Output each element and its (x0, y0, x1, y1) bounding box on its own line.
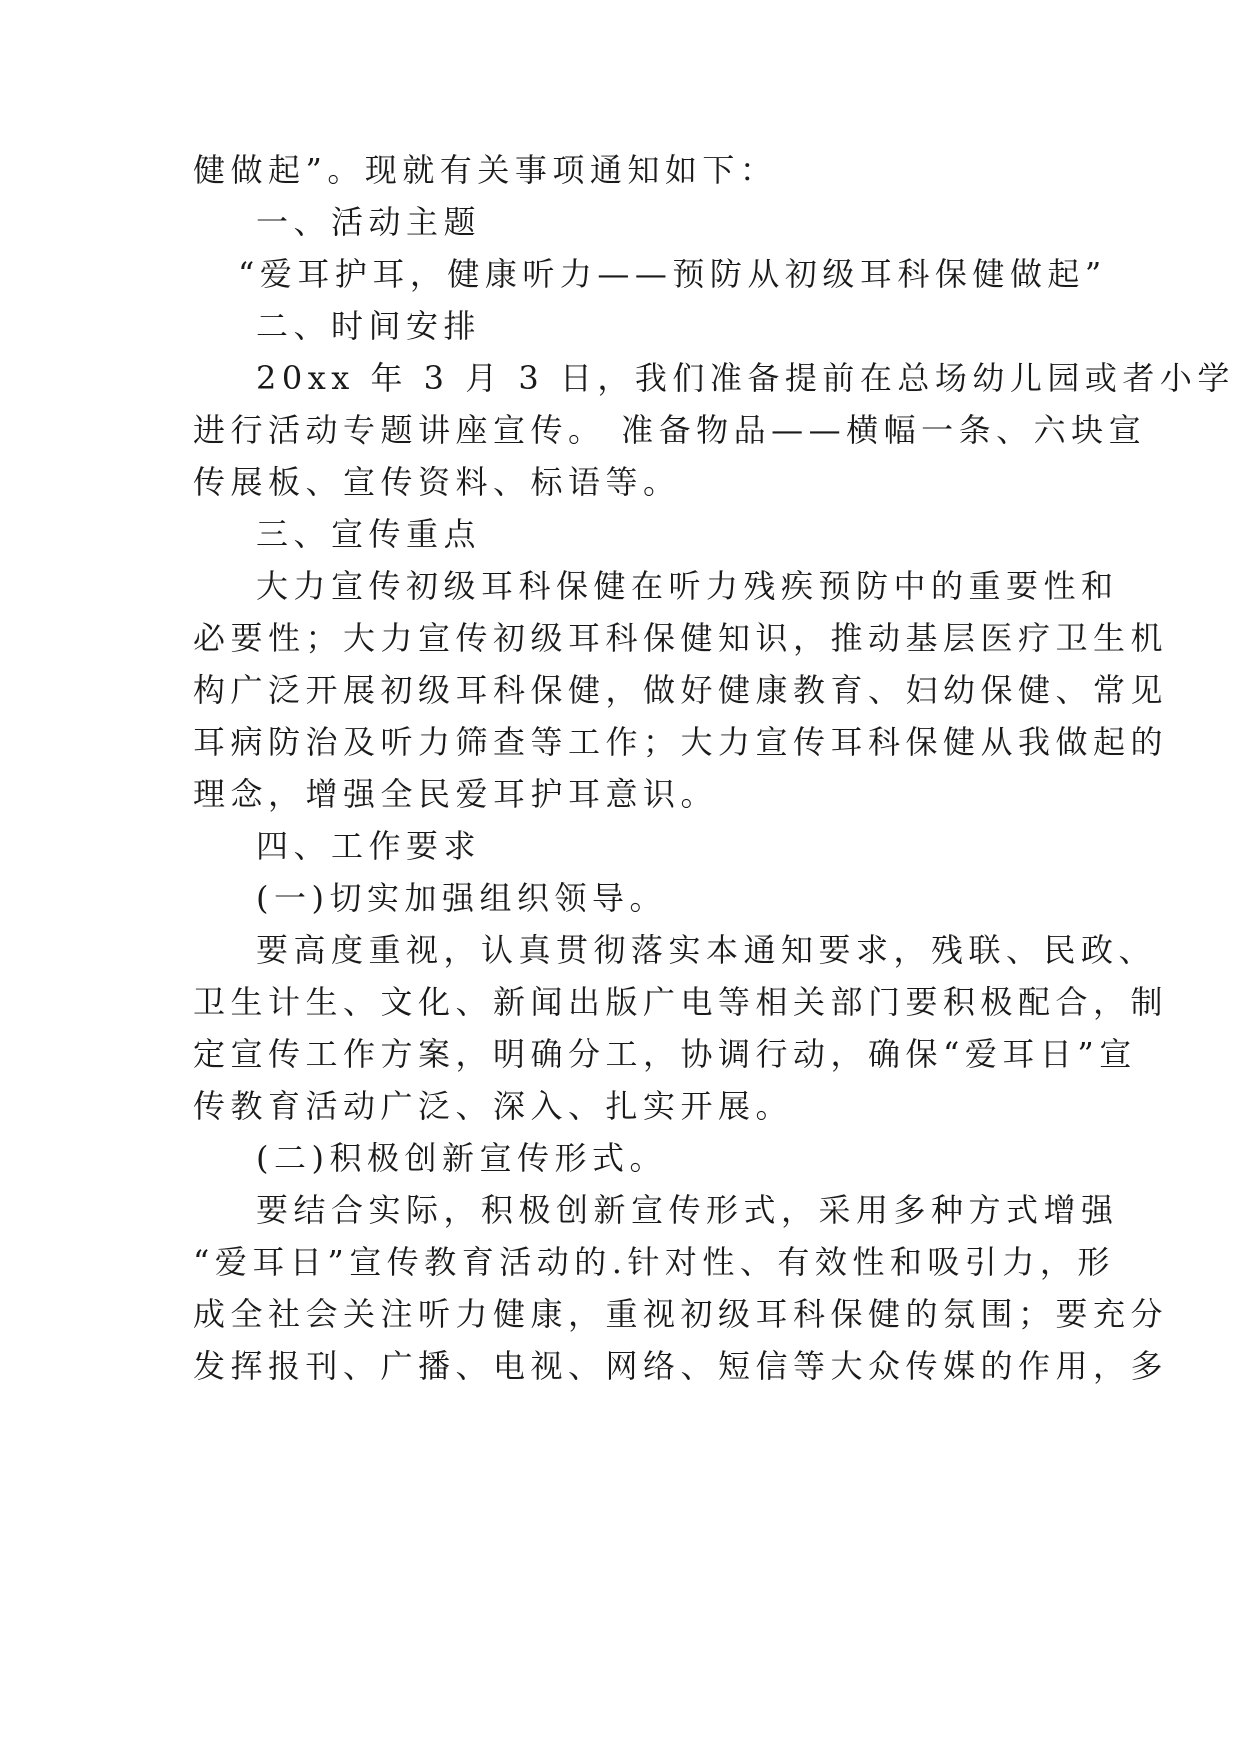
paragraph-line: 传教育活动广泛、深入、扎实开展。 (193, 1087, 794, 1125)
paragraph-line: 健做起”。现就有关事项通知如下： (193, 151, 778, 189)
paragraph-line: “爱耳日”宣传教育活动的.针对性、有效性和吸引力，形 (193, 1243, 1115, 1281)
subsection-heading: (一)切实加强组织领导。 (256, 879, 667, 917)
paragraph-line: 成全社会关注听力健康，重视初级耳科保健的氛围；要充分 (193, 1295, 1169, 1333)
paragraph-line: 定宣传工作方案，明确分工，协调行动，确保“爱耳日”宣 (193, 1035, 1137, 1073)
section-heading: 二、时间安排 (256, 307, 482, 345)
paragraph-line: 20xx 年 3 月 3 日，我们准备提前在总场幼儿园或者小学 (256, 359, 1235, 397)
paragraph-line: 必要性；大力宣传初级耳科保健知识，推动基层医疗卫生机 (193, 619, 1169, 657)
paragraph-line: 构广泛开展初级耳科保健，做好健康教育、妇幼保健、常见 (193, 671, 1169, 709)
paragraph-line: 发挥报刊、广播、电视、网络、短信等大众传媒的作用，多 (193, 1347, 1169, 1385)
section-heading: 四、工作要求 (256, 827, 482, 865)
paragraph-line: 耳病防治及听力筛查等工作；大力宣传耳科保健从我做起的 (193, 723, 1169, 761)
paragraph-line: 要结合实际，积极创新宣传形式，采用多种方式增强 (256, 1191, 1119, 1229)
subsection-heading: (二)积极创新宣传形式。 (256, 1139, 667, 1177)
section-heading: 一、活动主题 (256, 203, 482, 241)
paragraph-line: 进行活动专题讲座宣传。 准备物品——横幅一条、六块宣 (193, 411, 1147, 449)
paragraph-line: 卫生计生、文化、新闻出版广电等相关部门要积极配合，制 (193, 983, 1169, 1021)
paragraph-line: 大力宣传初级耳科保健在听力残疾预防中的重要性和 (256, 567, 1119, 605)
paragraph-line: 要高度重视，认真贯彻落实本通知要求，残联、民政、 (256, 931, 1157, 969)
section-heading: 三、宣传重点 (256, 515, 482, 553)
paragraph-line: 传展板、宣传资料、标语等。 (193, 463, 681, 501)
theme-slogan: “爱耳护耳，健康听力——预防从初级耳科保健做起” (238, 255, 1107, 293)
paragraph-line: 理念，增强全民爱耳护耳意识。 (193, 775, 719, 813)
